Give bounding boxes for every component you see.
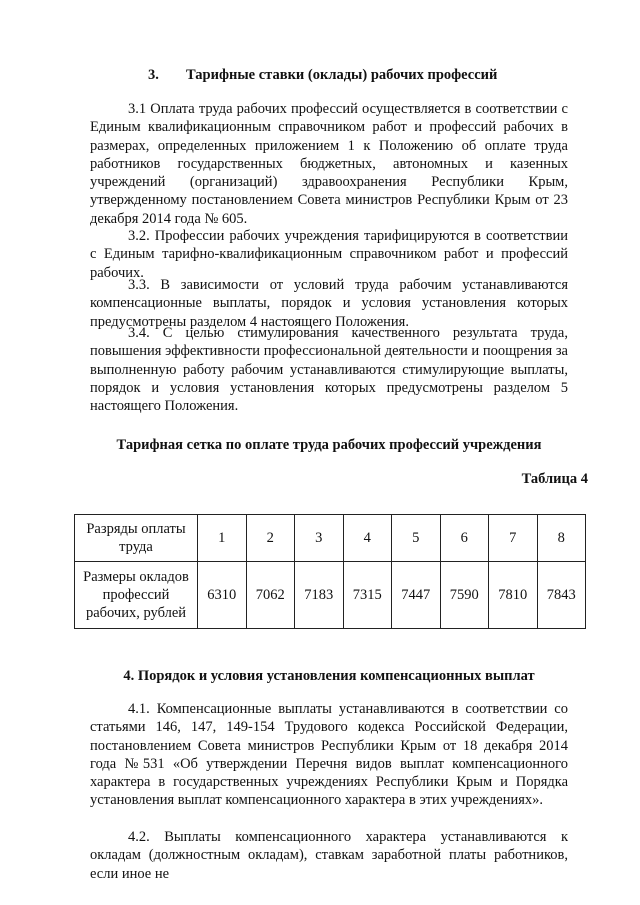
- paragraph-4-1: 4.1. Компенсационные выплаты устанавливаются в соответствии со статьями 146, 147, 149-154 Трудового кодекса Российской Федерации, постановлением Совета министров Республики Крым от 18 декабря 2014 года №531 «Об утверждении Перечня видов выплат компенсационного характера в государственных учреждениях Республики Крым и Порядка установления выплат компенсационного характера в этих учреждениях».: [90, 701, 568, 809]
- section-3-title: Тарифные ставки (оклады) рабочих профессий: [186, 67, 498, 83]
- section-3-number: 3.: [148, 67, 159, 83]
- paragraph-3-4: 3.4. С целью стимулирования качественного результата труда, повышения эффективности профессиональной деятельности и поощрения за выполненную работу рабочим устанавливаются стимулирующие выплаты, порядок и условия установления которых предусмотрены разделом 5 настоящего Положения.: [90, 325, 568, 415]
- section-4-heading: 4. Порядок и условия установления компенсационных выплат: [123, 668, 535, 684]
- salary-cell: 7843: [537, 562, 586, 629]
- grade-cell: 3: [295, 515, 344, 562]
- table-row-grades: [75, 515, 586, 562]
- salary-cell: 7447: [392, 562, 441, 629]
- table-label: Таблица 4: [521, 471, 588, 487]
- grade-cell: 2: [246, 515, 295, 562]
- section-3-heading: [148, 66, 497, 84]
- salary-cell: 7810: [489, 562, 538, 629]
- grade-cell: 4: [343, 515, 392, 562]
- paragraph-3-3: 3.3. В зависимости от условий труда рабочим устанавливаются компенсационные выплаты, порядок и условия установления которых предусмотрены разделом 4 настоящего Положения.: [90, 277, 568, 330]
- grade-cell: 5: [392, 515, 441, 562]
- salary-cell: 7183: [295, 562, 344, 629]
- grade-cell: 6: [440, 515, 489, 562]
- tariff-grid-table: [74, 514, 586, 629]
- paragraph-3-2: 3.2. Профессии рабочих учреждения тарифицируются в соответствии с Единым тарифно-квалификационным справочником работ и профессий рабочих.: [90, 228, 568, 281]
- grade-cell: 7: [489, 515, 538, 562]
- salary-cell: 6310: [198, 562, 247, 629]
- table-row-salaries: [75, 562, 586, 629]
- salary-cell: 7590: [440, 562, 489, 629]
- salary-cell: 7062: [246, 562, 295, 629]
- grades-header-cell: Разряды оплаты труда: [75, 515, 198, 562]
- salary-cell: 7315: [343, 562, 392, 629]
- table-title: Тарифная сетка по оплате труда рабочих профессий учреждения: [116, 437, 542, 453]
- salaries-header-cell: Размеры окладов профессий рабочих, рублей: [75, 562, 198, 629]
- grade-cell: 1: [198, 515, 247, 562]
- grade-cell: 8: [537, 515, 586, 562]
- paragraph-3-1: 3.1 Оплата труда рабочих профессий осуществляется в соответствии с Единым квалификационным справочником работ и профессий рабочих в размерах, определенных приложением 1 к Положению об оплате труда работников государственных бюджетных, автономных и казенных учреждений (организаций) здравоохранения Республики Крым, утвержденному постановлением Совета министров Республики Крым от 23 декабря 2014 года № 605.: [90, 101, 568, 227]
- paragraph-4-2: 4.2. Выплаты компенсационного характера устанавливаются к окладам (должностным окладам), ставкам заработной платы работников, если иное не: [90, 829, 568, 882]
